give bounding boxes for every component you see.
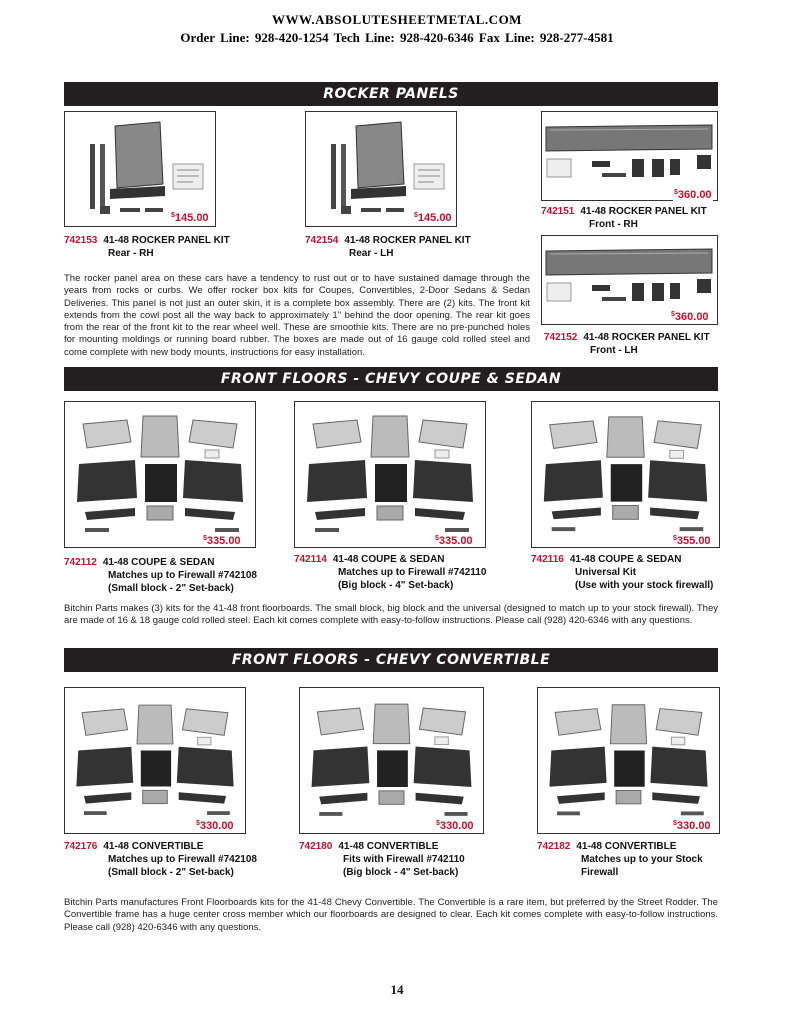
- product-name: 41-48 ROCKER PANEL KIT: [583, 332, 710, 343]
- product-image-742182: [537, 687, 720, 834]
- product-sub: Universal Kit: [575, 567, 637, 578]
- product-image-742180: [299, 687, 484, 834]
- section-title-coupe-sedan: FRONT FLOORS - CHEVY COUPE & SEDAN: [64, 367, 718, 391]
- product-name: 41-48 COUPE & SEDAN: [569, 554, 682, 565]
- product-sub: (Big block - 4" Set-back): [338, 580, 454, 591]
- product-image-742151: [541, 111, 718, 201]
- product-code: 742112: [64, 557, 97, 568]
- product-code: 742180: [299, 841, 333, 852]
- product-image-742154: [305, 111, 457, 227]
- coupe-description: Bitchin Parts makes (3) kits for the 41-48 front floorboards. The small block, big block and the universal (designed to match up to your stock firewall). They are made of 16 & 18 gauge cold rolled steel. Each kit comes complete with easy-to-follow instructions. Please call (928) 420-6346 with any questions.: [64, 603, 718, 627]
- product-code: 742152: [544, 332, 578, 343]
- product-code: 742153: [64, 235, 98, 246]
- page-number: 14: [390, 982, 404, 997]
- price-742152: $360.00: [671, 311, 709, 323]
- caption-742153: [64, 234, 230, 260]
- rocker-description: The rocker panel area on these cars have a tendency to rust out or to have sustained damage through the years from rocks or curbs. We offer rocker box kits for Coupes, Convertibles, 2-Door Sedans & Sedan Deliveries. This panel is not just an outer skin, it is a complete box assembly. There are (2) kits. The front kit extends from the cowl post all the way back to approximately 1" behind the door opening. The rear kit goes from the rear of the front kit to the rear wheel well. These are smoothie kits. There are no pre-punched holes for mounting moldings or running board rubber. The boxes are made out of 16 gauge cold rolled steel and come complete with new body mounts, instructions for easy installation.: [64, 273, 530, 358]
- caption-742182: [537, 840, 703, 879]
- product-image-742153: [64, 111, 216, 227]
- product-name: 41-48 CONVERTIBLE: [338, 841, 439, 852]
- product-sub: Matches up to Firewall #742108: [108, 854, 257, 865]
- product-name: 41-48 ROCKER PANEL KIT: [580, 206, 707, 217]
- floor-kit-picture: [65, 688, 245, 833]
- product-code: 742114: [294, 554, 327, 565]
- product-sub: Matches up to Firewall #742108: [108, 570, 257, 581]
- product-sub: Matches up to your Stock: [581, 854, 703, 865]
- price-742176: $330.00: [196, 820, 234, 832]
- convertible-description: Bitchin Parts manufactures Front Floorboards kits for the 41-48 Chevy Convertible. The Convertible is a rare item, but preferred by the Street Rodder. The Convertible frame has a huge center cross member which our floorboards are designed to clear. Each kit comes complete with easy-to-follow instructions. Please call (928) 420-6346 with any questions.: [64, 897, 718, 933]
- product-code: 742176: [64, 841, 98, 852]
- caption-742176: [64, 840, 257, 879]
- product-name: 41-48 COUPE & SEDAN: [332, 554, 445, 565]
- product-sub: Front - LH: [590, 345, 638, 356]
- price-742116: $355.00: [673, 535, 711, 547]
- product-code: 742154: [305, 235, 339, 246]
- price-742154: $145.00: [414, 212, 452, 224]
- product-sub: (Use with your stock firewall): [575, 580, 714, 591]
- phone-numbers: Order Line: 928-420-1254 Tech Line: 928-420-6346 Fax Line: 928-277-4581: [180, 30, 614, 45]
- caption-742151: [541, 205, 707, 231]
- caption-742152: [544, 331, 710, 357]
- product-sub: Matches up to Firewall #742110: [338, 567, 487, 578]
- caption-742116: [531, 553, 713, 592]
- caption-742112: [64, 556, 257, 595]
- product-image-742114: [294, 401, 486, 548]
- product-name: 41-48 CONVERTIBLE: [576, 841, 677, 852]
- price-742153: $145.00: [171, 212, 209, 224]
- caption-742154: [305, 234, 471, 260]
- product-name: 41-48 ROCKER PANEL KIT: [103, 235, 230, 246]
- price-742112: $335.00: [203, 535, 241, 547]
- price-742180: $330.00: [436, 820, 474, 832]
- product-name: 41-48 COUPE & SEDAN: [102, 557, 215, 568]
- floor-kit-picture: [532, 402, 719, 547]
- floor-kit-picture: [295, 402, 485, 547]
- price-742182: $330.00: [673, 820, 711, 832]
- product-sub: (Big block - 4" Set-back): [343, 867, 459, 878]
- product-image-742112: [64, 401, 256, 548]
- product-sub: Firewall: [581, 867, 619, 878]
- section-title-rocker-panels: ROCKER PANELS: [64, 82, 718, 106]
- product-sub: Front - RH: [589, 219, 638, 230]
- product-code: 742182: [537, 841, 571, 852]
- product-sub: Rear - LH: [349, 248, 394, 259]
- rocker-kit-picture: [65, 112, 215, 226]
- price-742151: $360.00: [674, 189, 712, 201]
- rocker-kit-picture: [542, 112, 717, 200]
- product-sub: Fits with Firewall #742110: [343, 854, 465, 865]
- floor-kit-picture: [538, 688, 719, 833]
- product-sub: (Small block - 2" Set-back): [108, 583, 234, 594]
- section-title-convertible: FRONT FLOORS - CHEVY CONVERTIBLE: [64, 648, 718, 672]
- product-code: 742151: [541, 206, 575, 217]
- caption-742114: [294, 553, 486, 592]
- product-code: 742116: [531, 554, 564, 565]
- product-image-742176: [64, 687, 246, 834]
- product-sub: (Small block - 2" Set-back): [108, 867, 234, 878]
- caption-742180: [299, 840, 465, 879]
- product-sub: Rear - RH: [108, 248, 154, 259]
- floor-kit-picture: [65, 402, 255, 547]
- product-image-742116: [531, 401, 720, 548]
- product-name: 41-48 CONVERTIBLE: [103, 841, 204, 852]
- floor-kit-picture: [300, 688, 483, 833]
- rocker-kit-picture: [306, 112, 456, 226]
- website-url[interactable]: WWW.ABSOLUTESHEETMETAL.COM: [272, 12, 522, 27]
- price-742114: $335.00: [435, 535, 473, 547]
- product-name: 41-48 ROCKER PANEL KIT: [344, 235, 471, 246]
